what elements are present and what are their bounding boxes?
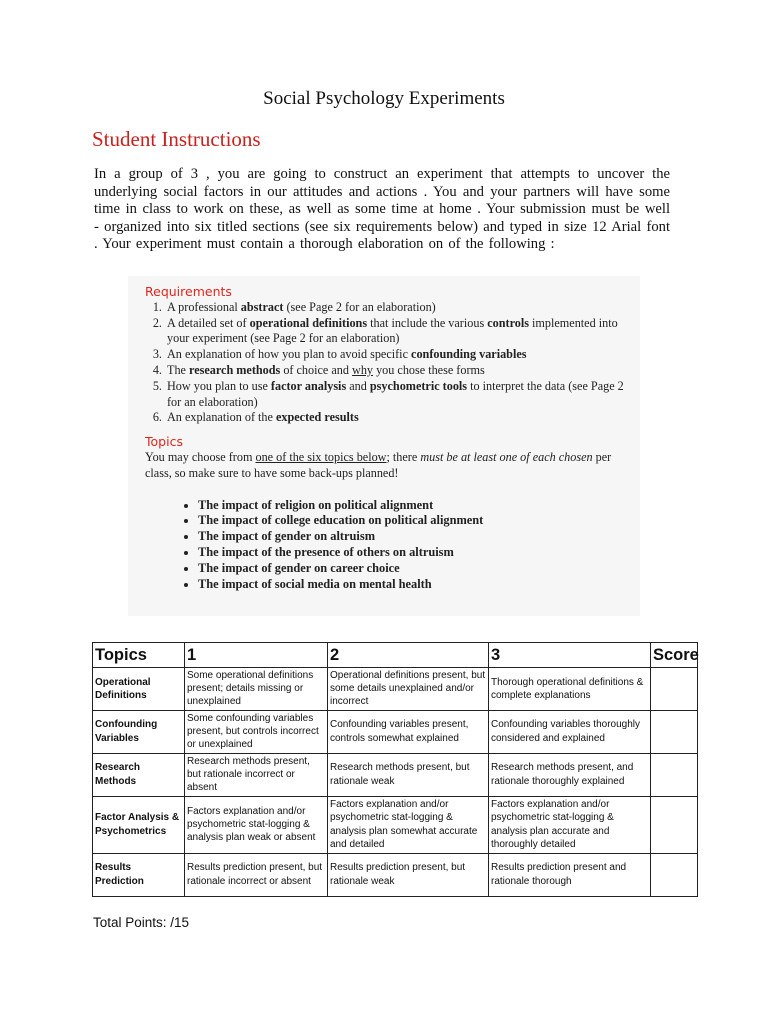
cell-level-2: Research methods present, but rationale weak [328, 753, 489, 796]
cell-score [651, 668, 698, 711]
table-row [93, 853, 698, 896]
total-points: Total Points: /15 [93, 915, 190, 930]
topics-heading: Topics [145, 434, 183, 450]
topic-item: • The impact of the presence of others on altruism [198, 545, 635, 561]
cell-level-3: Confounding variables thoroughly considered and explained [489, 710, 651, 753]
row-topic: Factor Analysis & Psychometrics [93, 796, 185, 853]
topic-item: • The impact of gender on altruism [198, 529, 635, 545]
header-score-2: 2 [328, 643, 489, 668]
requirements-list [145, 300, 635, 426]
row-topic: Confounding Variables [93, 710, 185, 753]
cell-level-2: Operational definitions present, but some details unexplained and/or incorrect [328, 668, 489, 711]
topic-item: • The impact of gender on career choice [198, 561, 635, 577]
requirement-item: 5. How you plan to use factor analysis and psychometric tools to interpret the data (see Page 2 for an elaboration) [165, 379, 635, 411]
topic-item: • The impact of college education on political alignment [198, 513, 635, 529]
rubric-header-row [93, 643, 698, 668]
header-score-1: 1 [185, 643, 328, 668]
cell-level-2: Results prediction present, but rationale weak [328, 853, 489, 896]
cell-level-3: Research methods present, and rationale thoroughly explained [489, 753, 651, 796]
cell-level-1: Some confounding variables present, but controls incorrect or unexplained [185, 710, 328, 753]
requirement-item: 4. The research methods of choice and why you chose these forms [165, 363, 635, 379]
requirements-heading: Requirements [145, 284, 232, 299]
table-row [93, 668, 698, 711]
row-topic: Research Methods [93, 753, 185, 796]
cell-level-3: Results prediction present and rationale thorough [489, 853, 651, 896]
table-row [93, 710, 698, 753]
topics-intro: You may choose from one of the six topics below; there must be at least one of each chosen per class, so make sure to have some back-ups planned! [145, 449, 612, 480]
header-topics: Topics [93, 643, 185, 668]
requirement-item: 3. An explanation of how you plan to avoid specific confounding variables [165, 347, 635, 363]
intro-paragraph: In a group of 3 , you are going to construct an experiment that attempts to uncover the underlying social factors in our attitudes and actions . You and your partners will have some time in class to work on these, as well as some time at home . Your submission must be well - organized into six titled sections (see six requirements below) and typed in size 12 Arial font . Your experiment must contain a thorough elaboration on of the following : [94, 166, 670, 253]
requirement-item: 1. A professional abstract (see Page 2 for an elaboration) [165, 300, 635, 316]
cell-level-1: Factors explanation and/or psychometric stat-logging & analysis plan weak or absent [185, 796, 328, 853]
rubric-table [92, 642, 698, 897]
cell-score [651, 796, 698, 853]
cell-level-1: Some operational definitions present; details missing or unexplained [185, 668, 328, 711]
row-topic: Operational Definitions [93, 668, 185, 711]
header-score: Score [651, 643, 698, 668]
instructions-image [128, 276, 640, 616]
row-topic: Results Prediction [93, 853, 185, 896]
topic-item: • The impact of religion on political alignment [198, 498, 635, 514]
cell-level-3: Factors explanation and/or psychometric stat-logging & analysis plan accurate and thoroughly detailed [489, 796, 651, 853]
table-row [93, 753, 698, 796]
topic-item: • The impact of social media on mental health [198, 577, 635, 593]
cell-score [651, 710, 698, 753]
cell-level-2: Factors explanation and/or psychometric stat-logging & analysis plan somewhat accurate and detailed [328, 796, 489, 853]
cell-level-1: Research methods present, but rationale incorrect or absent [185, 753, 328, 796]
section-heading-student-instructions: Student Instructions [92, 127, 261, 151]
requirement-item: 6. An explanation of the expected results [165, 410, 635, 426]
cell-level-1: Results prediction present, but rationale incorrect or absent [185, 853, 328, 896]
cell-score [651, 753, 698, 796]
cell-level-3: Thorough operational definitions & complete explanations [489, 668, 651, 711]
header-score-3: 3 [489, 643, 651, 668]
cell-score [651, 853, 698, 896]
page-title: Social Psychology Experiments [263, 88, 505, 109]
topics-list [145, 498, 635, 593]
requirement-item: 2. A detailed set of operational definitions that include the various controls implemented into your experiment (see Page 2 for an elaboration) [165, 316, 635, 348]
table-row [93, 796, 698, 853]
cell-level-2: Confounding variables present, controls somewhat explained [328, 710, 489, 753]
